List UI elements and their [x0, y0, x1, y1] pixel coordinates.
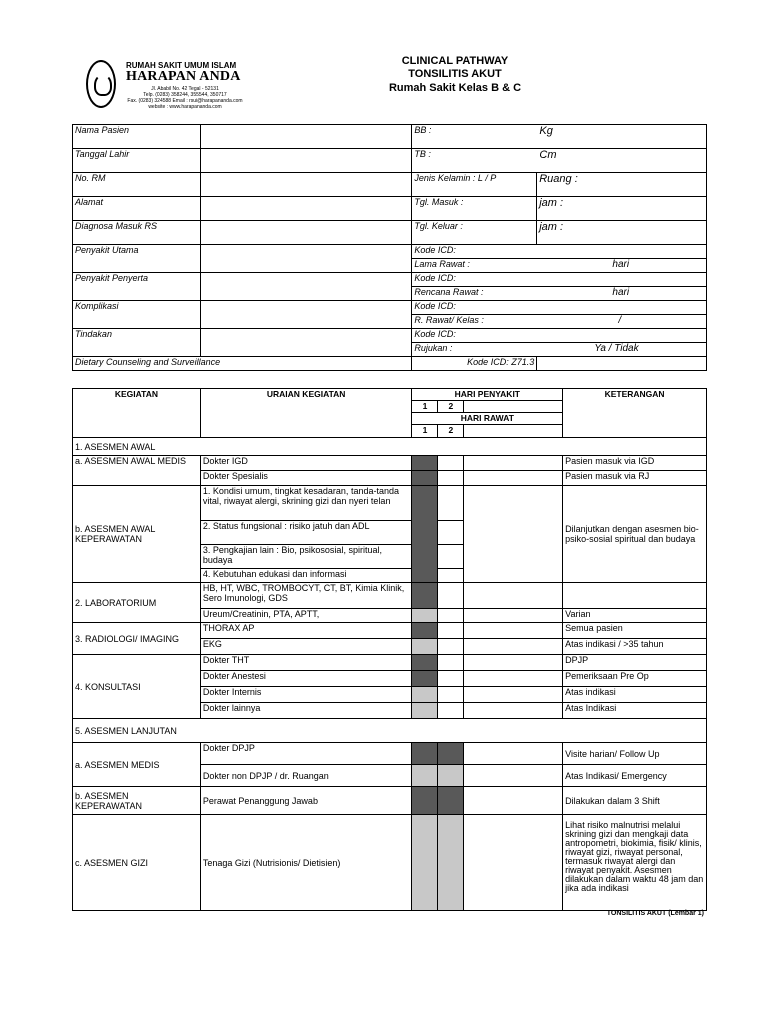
uraian-gizi: Tenaga Gizi (Nutrisionis/ Dietisien): [200, 815, 412, 911]
option-ya-tidak: Ya / Tidak: [594, 343, 639, 354]
field-penyakit-utama[interactable]: [200, 245, 412, 273]
label-no-rm: No. RM: [73, 173, 201, 197]
day-2: 2: [438, 401, 464, 413]
cell-d1[interactable]: [412, 609, 438, 623]
cell-d2[interactable]: [438, 743, 464, 765]
uraian-kep-1: 1. Kondisi umum, tingkat kesadaran, tanda-tanda vital, riwayat alergi, skrining gizi dan nyeri telan: [200, 486, 412, 521]
uraian-ekg: EKG: [200, 639, 412, 655]
cell-d3[interactable]: [464, 703, 563, 719]
label-dietary: Dietary Counseling and Surveillance: [73, 357, 412, 371]
cell-d3[interactable]: [464, 609, 563, 623]
ket-internis: Atas indikasi: [563, 687, 707, 703]
hospital-website: website : www.harapananda.com: [148, 104, 222, 110]
label-tb: TB :: [414, 149, 431, 159]
header-keterangan: KETERANGAN: [563, 389, 707, 438]
page-footer: TONSILITIS AKUT (Lembar 1): [606, 910, 704, 917]
day-blank: [464, 401, 563, 413]
field-tindakan[interactable]: [200, 329, 412, 357]
cell-d2[interactable]: [438, 655, 464, 671]
unit-kg: Kg: [539, 125, 553, 137]
cell-d1[interactable]: [412, 787, 438, 815]
field-bb[interactable]: [412, 125, 707, 149]
cell-d2[interactable]: [438, 456, 464, 471]
label-kode-icd-z: Kode ICD: Z71.3: [412, 357, 537, 371]
kegiatan-asesmen-awal-medis: a. ASESMEN AWAL MEDIS: [73, 456, 201, 486]
label-penyakit-penyerta: Penyakit Penyerta: [73, 273, 201, 301]
field-dietary-blank: [537, 357, 707, 371]
cell-d2[interactable]: [438, 623, 464, 639]
label-tgl-keluar: Tgl. Keluar :: [412, 221, 537, 245]
doc-title: CLINICAL PATHWAY: [401, 55, 509, 67]
kegiatan-asesmen-gizi: c. ASESMEN GIZI: [73, 815, 201, 911]
cell-d2[interactable]: [438, 703, 464, 719]
label-r-rawat: R. Rawat/ Kelas :: [414, 315, 484, 325]
cell-d2[interactable]: [438, 486, 464, 521]
section-asesmen-lanjutan: 5. ASESMEN LANJUTAN: [73, 719, 707, 743]
uraian-lab-2: Ureum/Creatinin, PTA, APTT,: [200, 609, 412, 623]
label-tindakan: Tindakan: [73, 329, 201, 357]
header-hari-rawat: HARI RAWAT: [412, 413, 563, 425]
ket-lab-2: Varian: [563, 609, 707, 623]
header-uraian: URAIAN KEGIATAN: [200, 389, 412, 438]
ket-thorax: Semua pasien: [563, 623, 707, 639]
label-lama-rawat: Lama Rawat :: [414, 259, 470, 269]
hospital-fax: Fax. (0283) 324588 Email : rsui@harapananda.com: [127, 98, 243, 104]
activities-table: [72, 388, 707, 911]
header-kegiatan: KEGIATAN: [73, 389, 201, 438]
cell-d3[interactable]: [464, 765, 563, 787]
ket-tht: DPJP: [563, 655, 707, 671]
field-kode-icd-3[interactable]: Kode ICD:: [412, 301, 707, 315]
label-bb: BB :: [414, 125, 432, 135]
unit-hari-2: hari: [612, 287, 630, 298]
ket-gizi: Lihat risiko malnutrisi melalui skrining gizi dan mengkaji data antropometri, biokimia, fisik/ klinis, riwayat gizi, riwayat personal, termasuk riwayat alergi dan riwayat penyakit. Asesmen dilakukan dalam waktu 48 jam dan jika ada indikasi: [563, 815, 707, 911]
label-alamat: Alamat: [73, 197, 201, 221]
cell-d2[interactable]: [438, 639, 464, 655]
ket-igd: Pasien masuk via IGD: [563, 456, 707, 471]
header-hari-penyakit: HARI PENYAKIT: [412, 389, 563, 401]
field-no-rm[interactable]: [200, 173, 412, 197]
cell-d3[interactable]: [464, 583, 563, 609]
unit-cm: Cm: [539, 149, 557, 161]
label-tanggal-lahir: Tanggal Lahir: [73, 149, 201, 173]
uraian-perawat: Perawat Penanggung Jawab: [200, 787, 412, 815]
field-penyakit-penyerta[interactable]: [200, 273, 412, 301]
ket-ekg: Atas indikasi / >35 tahun: [563, 639, 707, 655]
cell-d1[interactable]: [412, 743, 438, 765]
cell-d3[interactable]: [464, 623, 563, 639]
uraian-internis: Dokter Internis: [200, 687, 412, 703]
uraian-non-dpjp: Dokter non DPJP / dr. Ruangan: [200, 765, 412, 787]
cell-d1[interactable]: [412, 687, 438, 703]
uraian-tht: Dokter THT: [200, 655, 412, 671]
kegiatan-asesmen-awal-keperawatan: b. ASESMEN AWAL KEPERAWATAN: [73, 486, 201, 583]
ket-keperawatan: Dilanjutkan dengan asesmen bio-psiko-sosial spiritual dan budaya: [563, 486, 707, 583]
field-diagnosa[interactable]: [200, 221, 412, 245]
field-kode-icd-2[interactable]: Kode ICD:: [412, 273, 707, 287]
field-jam-masuk[interactable]: jam :: [537, 197, 707, 221]
field-kode-icd-4[interactable]: Kode ICD:: [412, 329, 707, 343]
cell-d1[interactable]: [412, 639, 438, 655]
label-rujukan: Rujukan :: [414, 343, 453, 353]
cell-d2[interactable]: [438, 521, 464, 545]
hospital-logo-icon: [86, 60, 116, 108]
cell-d3[interactable]: [464, 486, 563, 583]
uraian-lab-1: HB, HT, WBC, TROMBOCYT, CT, BT, Kimia Klinik, Sero Imunologi, GDS: [200, 583, 412, 609]
cell-d2[interactable]: [438, 569, 464, 583]
uraian-kep-4: 4. Kebutuhan edukasi dan informasi: [200, 569, 412, 583]
patient-info-table: [72, 124, 707, 371]
cell-d2[interactable]: [438, 815, 464, 911]
ket-perawat: Dilakukan dalam 3 Shift: [563, 787, 707, 815]
kegiatan-laboratorium: 2. LABORATORIUM: [73, 583, 201, 623]
label-jenis-kelamin[interactable]: Jenis Kelamin : L / P: [412, 173, 537, 197]
cell-d3[interactable]: [464, 687, 563, 703]
cell-d1[interactable]: [412, 671, 438, 687]
kegiatan-asesmen-medis: a. ASESMEN MEDIS: [73, 743, 201, 787]
doc-subtitle: TONSILITIS AKUT: [408, 68, 502, 80]
cell-d3[interactable]: [464, 456, 563, 471]
slash-kelas: /: [618, 315, 622, 326]
cell-d2[interactable]: [438, 671, 464, 687]
cell-d1[interactable]: [412, 471, 438, 486]
rawat-day-1: 1: [412, 425, 438, 438]
cell-d3[interactable]: [464, 743, 563, 765]
uraian-dokter-igd: Dokter IGD: [200, 456, 412, 471]
kegiatan-asesmen-keperawatan: b. ASESMEN KEPERAWATAN: [73, 787, 201, 815]
cell-d2[interactable]: [438, 687, 464, 703]
ket-lainnya: Atas Indikasi: [563, 703, 707, 719]
hospital-name: HARAPAN ANDA: [126, 69, 241, 84]
ket-lab-1: [563, 583, 707, 609]
label-nama-pasien: Nama Pasien: [73, 125, 201, 149]
field-alamat[interactable]: [200, 197, 412, 221]
label-diagnosa: Diagnosa Masuk RS: [73, 221, 201, 245]
uraian-dpjp: Dokter DPJP: [200, 743, 412, 765]
cell-d2[interactable]: [438, 765, 464, 787]
kegiatan-radiologi: 3. RADIOLOGI/ IMAGING: [73, 623, 201, 655]
ket-dpjp: Visite harian/ Follow Up: [563, 743, 707, 765]
cell-d1[interactable]: [412, 623, 438, 639]
hospital-address: Jl. Ababil No. 42 Tegal - 52131: [151, 86, 219, 92]
cell-d2[interactable]: [438, 471, 464, 486]
field-jam-keluar[interactable]: jam :: [537, 221, 707, 245]
uraian-dokter-spesialis: Dokter Spesialis: [200, 471, 412, 486]
field-lama-rawat[interactable]: [412, 259, 707, 273]
cell-d2[interactable]: [438, 545, 464, 569]
label-penyakit-utama: Penyakit Utama: [73, 245, 201, 273]
cell-d2[interactable]: [438, 609, 464, 623]
kegiatan-konsultasi: 4. KONSULTASI: [73, 655, 201, 719]
field-komplikasi[interactable]: [200, 301, 412, 329]
cell-d3[interactable]: [464, 787, 563, 815]
cell-d3[interactable]: [464, 655, 563, 671]
cell-d3[interactable]: [464, 639, 563, 655]
field-rencana-rawat[interactable]: [412, 287, 707, 301]
hospital-phone: Telp. (0283) 358244, 355544, 350717: [143, 92, 227, 98]
rawat-day-2: 2: [438, 425, 464, 438]
cell-d2[interactable]: [438, 583, 464, 609]
cell-d2[interactable]: [438, 787, 464, 815]
field-tb[interactable]: [412, 149, 707, 173]
day-1: 1: [412, 401, 438, 413]
cell-d1[interactable]: [412, 765, 438, 787]
cell-d1[interactable]: [412, 486, 438, 583]
uraian-lainnya: Dokter lainnya: [200, 703, 412, 719]
uraian-kep-2: 2. Status fungsional : risiko jatuh dan ADL: [200, 521, 412, 545]
cell-d1[interactable]: [412, 815, 438, 911]
hospital-line1: RUMAH SAKIT UMUM ISLAM: [126, 61, 237, 70]
field-r-rawat[interactable]: [412, 315, 707, 329]
cell-d1[interactable]: [412, 456, 438, 471]
unit-hari-1: hari: [612, 259, 630, 270]
cell-d1[interactable]: [412, 583, 438, 609]
label-komplikasi: Komplikasi: [73, 301, 201, 329]
cell-d1[interactable]: [412, 703, 438, 719]
rawat-day-blank: [464, 425, 563, 438]
field-tanggal-lahir[interactable]: [200, 149, 412, 173]
cell-d3[interactable]: [464, 671, 563, 687]
cell-d3[interactable]: [464, 815, 563, 911]
cell-d3[interactable]: [464, 471, 563, 486]
uraian-thorax: THORAX AP: [200, 623, 412, 639]
cell-d1[interactable]: [412, 655, 438, 671]
field-kode-icd-1[interactable]: Kode ICD:: [412, 245, 707, 259]
uraian-anestesi: Dokter Anestesi: [200, 671, 412, 687]
field-rujukan[interactable]: [412, 343, 707, 357]
uraian-kep-3: 3. Pengkajian lain : Bio, psikososial, spiritual, budaya: [200, 545, 412, 569]
label-tgl-masuk: Tgl. Masuk :: [412, 197, 537, 221]
label-rencana-rawat: Rencana Rawat :: [414, 287, 484, 297]
section-asesmen-awal: 1. ASESMEN AWAL: [73, 438, 707, 456]
ket-anestesi: Pemeriksaan Pre Op: [563, 671, 707, 687]
field-nama-pasien[interactable]: [200, 125, 412, 149]
doc-hospital-class: Rumah Sakit Kelas B & C: [388, 82, 522, 94]
ket-non-dpjp: Atas Indikasi/ Emergency: [563, 765, 707, 787]
ket-rj: Pasien masuk via RJ: [563, 471, 707, 486]
field-ruang[interactable]: Ruang :: [537, 173, 707, 197]
